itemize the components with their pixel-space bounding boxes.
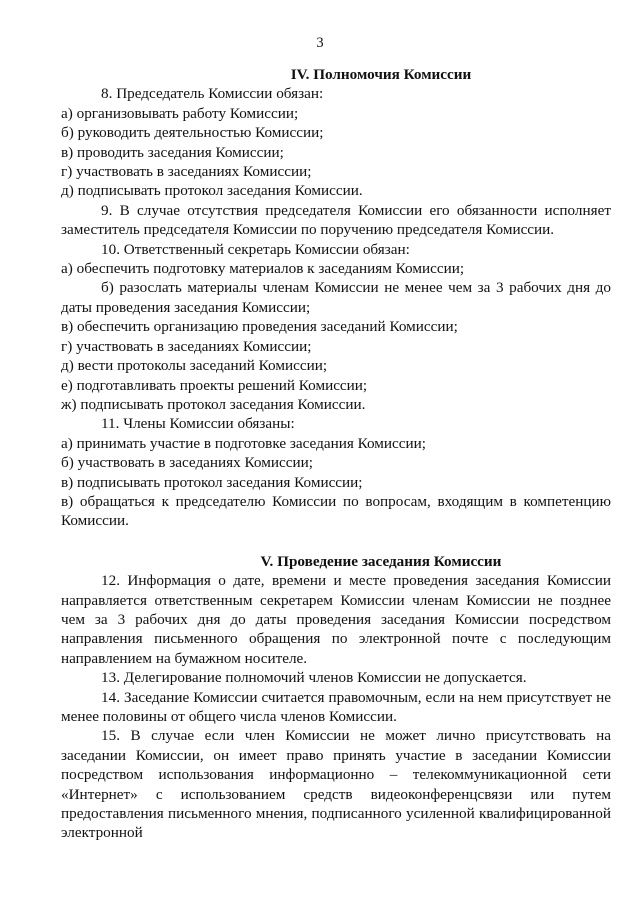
clause-15: 15. В случае если член Комиссии не может лично присутствовать на заседании Комиссии, он имеет право принять участие в заседании Комиссии посредством использования информационно – телекоммуникационной сети «Интернет» с использованием средств видеоконференцсвязи или путем предоставления письменного мнения, подписанного усиленной квалифицированной электронной xyxy=(61,727,611,842)
clause-10-item-a: а) обеспечить подготовку материалов к заседаниям Комиссии; xyxy=(61,260,465,278)
section-4-title: IV. Полномочия Комиссии xyxy=(290,66,472,83)
page-number: 3 xyxy=(316,35,324,51)
clause-10-item-g: ж) подписывать протокол заседания Комиссии. xyxy=(61,395,366,413)
clause-8-item-d: г) участвовать в заседаниях Комиссии; xyxy=(61,163,312,181)
clause-10-item-b: б) разослать материалы членам Комиссии не менее чем за 3 рабочих дня до даты проведения заседания Комиссии; xyxy=(61,279,611,316)
document-body xyxy=(61,65,611,843)
clause-10: 10. Ответственный секретарь Комиссии обязан: xyxy=(101,240,410,258)
clause-9: 9. В случае отсутствия председателя Комиссии его обязанности исполняет заместитель председателя Комиссии по поручению председателя Комиссии. xyxy=(61,201,611,239)
clause-11-item-c: в) подписывать протокол заседания Комиссии; xyxy=(61,473,363,491)
clause-11-item-d: в) обращаться к председателю Комиссии по вопросам, входящим в компетенцию Комиссии. xyxy=(61,492,611,530)
clause-14: 14. Заседание Комиссии считается правомочным, если на нем присутствует не менее половины от общего числа членов Комиссии. xyxy=(61,688,611,725)
clause-8-item-c: в) проводить заседания Комиссии; xyxy=(61,143,284,161)
clause-10-item-c: в) обеспечить организацию проведения заседаний Комиссии; xyxy=(61,318,458,336)
clause-10-item-d: г) участвовать в заседаниях Комиссии; xyxy=(61,337,312,355)
clause-13: 13. Делегирование полномочий членов Комиссии не допускается. xyxy=(101,669,527,687)
clause-11-item-a: а) принимать участие в подготовке заседания Комиссии; xyxy=(61,434,426,452)
section-5-title: V. Проведение заседания Комиссии xyxy=(260,552,502,570)
clause-8-item-a: а) организовывать работу Комиссии; xyxy=(61,104,299,122)
clause-12: 12. Информация о дате, времени и месте проведения заседания Комиссии направляется ответственным секретарем Комиссии членам Комиссии не позднее чем за 3 рабочих дня до даты проведения заседания Комиссии посредством направления письменного обращения по электронной почте с последующим направлением на бумажном носителе. xyxy=(61,572,611,667)
clause-11-item-b: б) участвовать в заседаниях Комиссии; xyxy=(61,454,313,472)
clause-11: 11. Члены Комиссии обязаны: xyxy=(101,415,295,433)
clause-8-item-b: б) руководить деятельностью Комиссии; xyxy=(61,124,324,142)
clause-8-item-e: д) подписывать протокол заседания Комиссии. xyxy=(61,182,363,200)
clause-8: 8. Председатель Комиссии обязан: xyxy=(101,85,324,103)
clause-10-item-e: д) вести протоколы заседаний Комиссии; xyxy=(61,357,328,375)
clause-10-item-f: е) подготавливать проекты решений Комиссии; xyxy=(61,376,368,394)
